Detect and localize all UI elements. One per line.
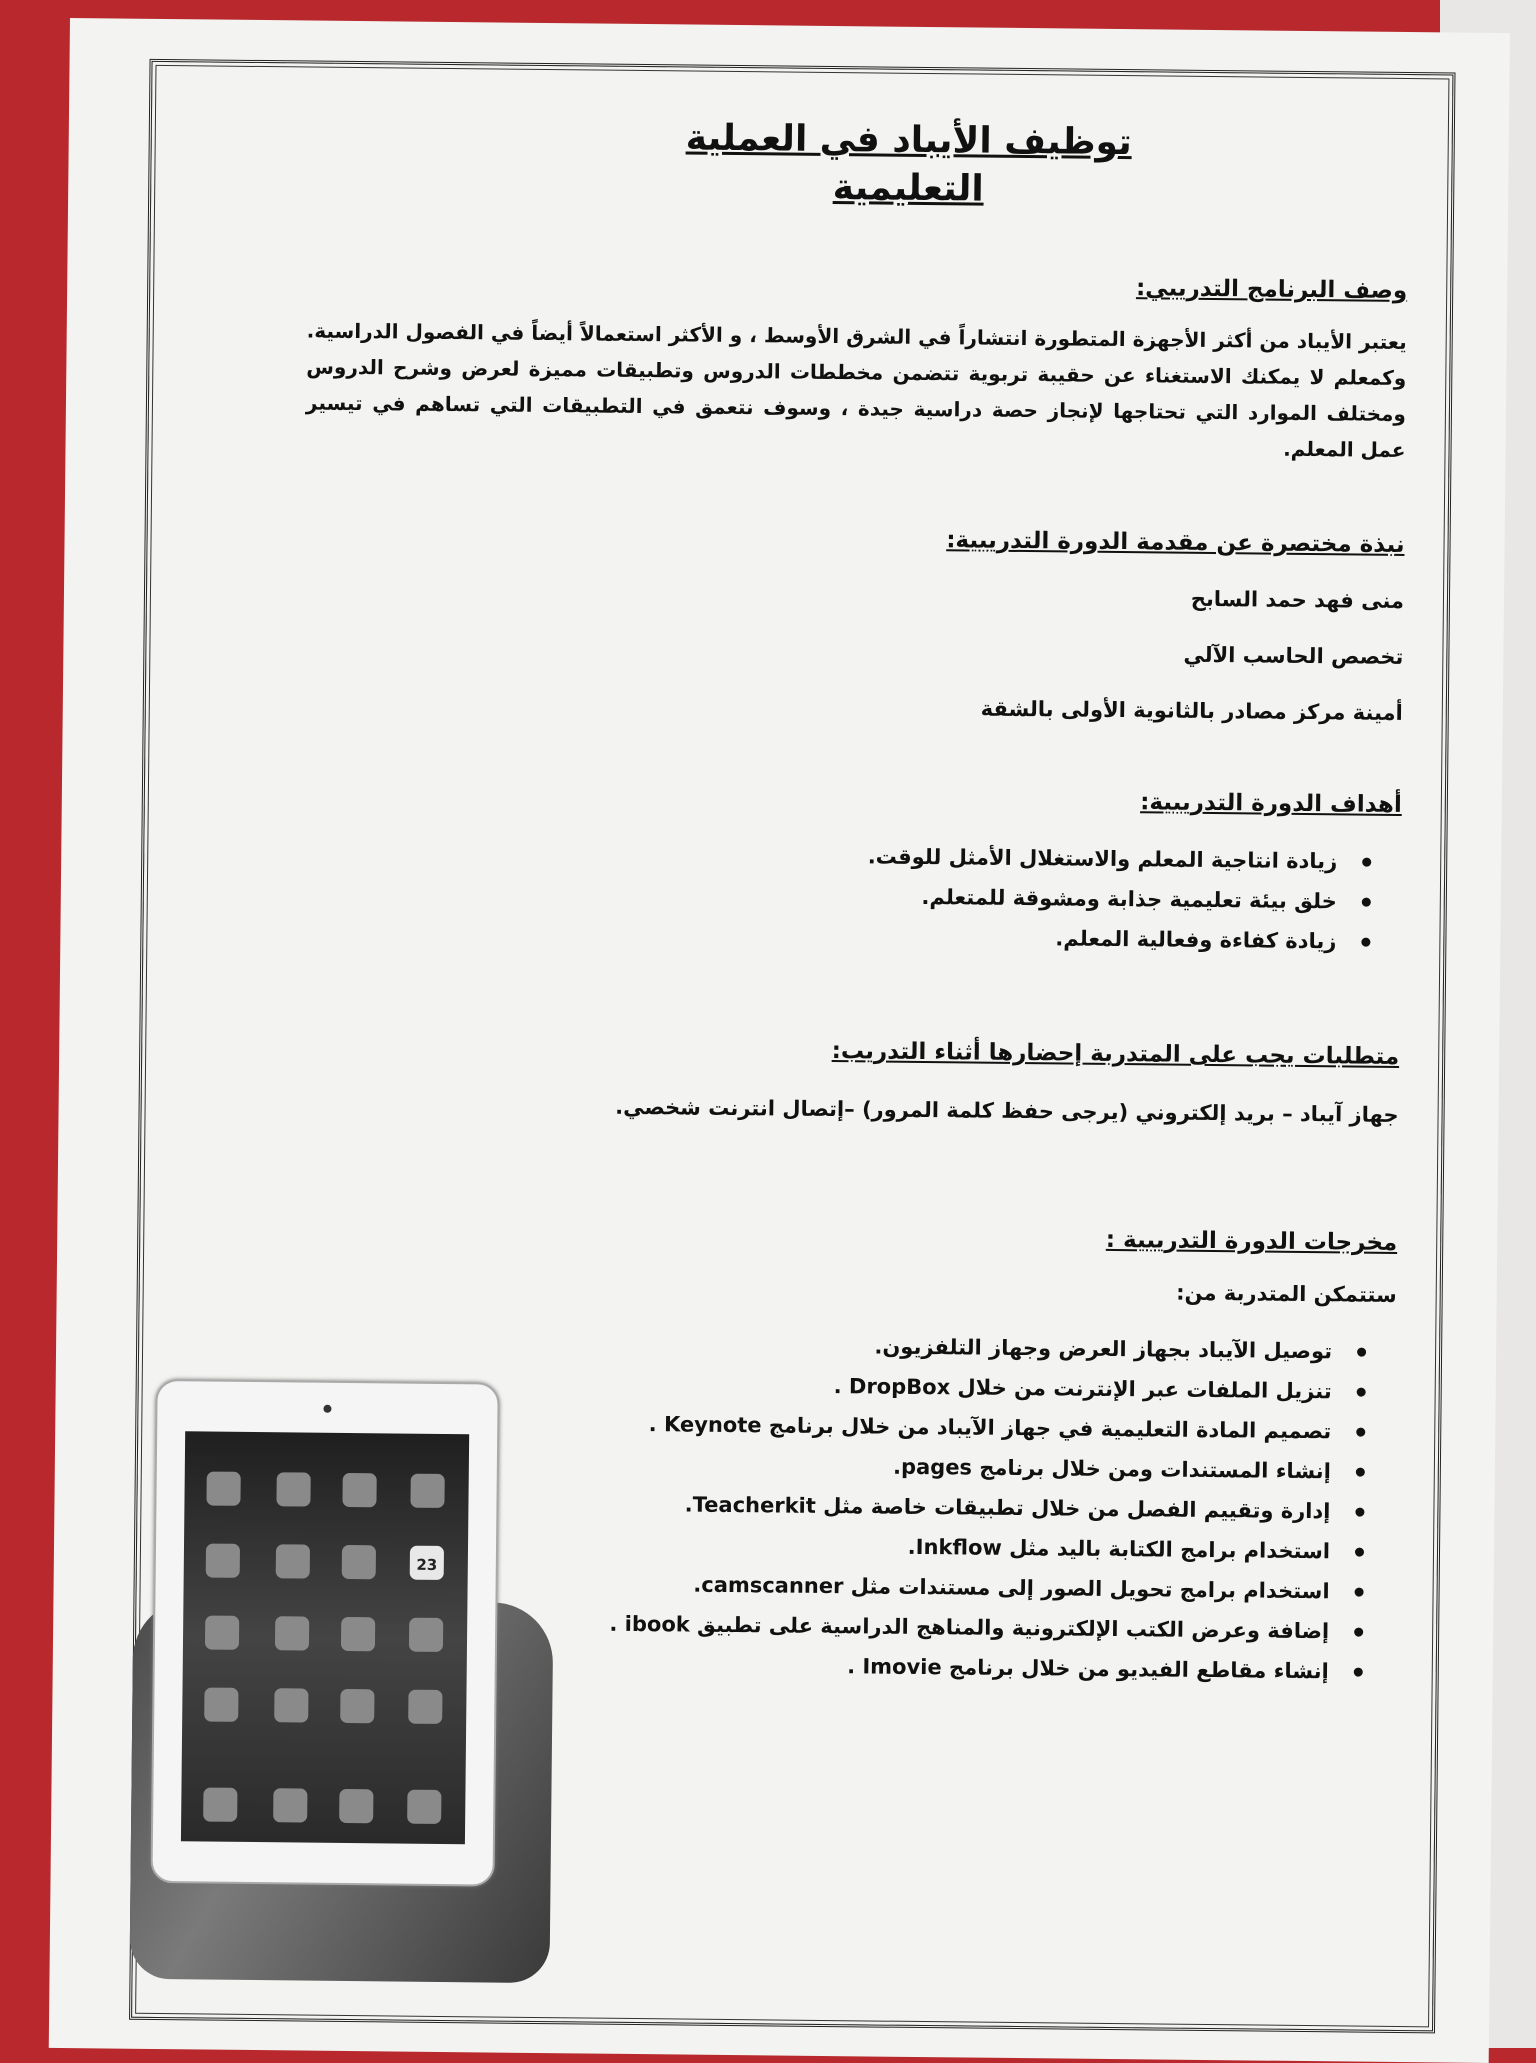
bullet-icon bbox=[1354, 1628, 1363, 1637]
calendar-icon: 23 bbox=[410, 1546, 444, 1580]
presenter-role: أمينة مركز مصادر بالثانوية الأولى بالشقة bbox=[980, 696, 1403, 725]
app-icon bbox=[341, 1617, 375, 1651]
program-description-heading: وصف البرنامج التدريبي: bbox=[1135, 275, 1408, 305]
goals-list bbox=[170, 829, 1411, 962]
list-item: زيادة انتاجية المعلم والاستغلال الأمثل للوقت. bbox=[171, 829, 1371, 882]
bullet-icon bbox=[1355, 1508, 1364, 1517]
app-icon bbox=[409, 1618, 443, 1652]
bullet-icon bbox=[1357, 1388, 1366, 1397]
app-icon bbox=[342, 1545, 376, 1579]
app-icon bbox=[276, 1472, 310, 1506]
requirements-text: جهاز آيباد – بريد إلكتروني (يرجى حفظ كلمة المرور) –إتصال انترنت شخصي. bbox=[615, 1094, 1399, 1127]
bullet-icon bbox=[1357, 1348, 1366, 1357]
list-item: خلق بيئة تعليمية جذابة ومشوقة للمتعلم. bbox=[171, 869, 1371, 922]
bullet-icon bbox=[1355, 1548, 1364, 1557]
bullet-icon bbox=[1362, 858, 1371, 867]
app-icon bbox=[340, 1689, 374, 1723]
app-icon bbox=[206, 1544, 240, 1578]
bullet-icon bbox=[1355, 1588, 1364, 1597]
list-item: تنزيل الملفات عبر الإنترنت من خلال DropBox . bbox=[166, 1359, 1366, 1412]
app-icon bbox=[408, 1690, 442, 1724]
ipad-screen bbox=[181, 1431, 469, 1844]
list-item: إدارة وتقييم الفصل من خلال تطبيقات خاصة مثل Teacherkit. bbox=[164, 1479, 1364, 1532]
app-icon bbox=[205, 1616, 239, 1650]
ipad-icon bbox=[150, 1379, 499, 1887]
app-icon bbox=[410, 1474, 444, 1508]
outputs-heading: مخرجات الدورة التدريبية : bbox=[1105, 1226, 1398, 1256]
bullet-icon bbox=[1361, 938, 1370, 947]
app-icon bbox=[274, 1688, 308, 1722]
outputs-intro: ستتمكن المتدربة من: bbox=[1176, 1280, 1397, 1307]
bullet-icon bbox=[1356, 1468, 1365, 1477]
list-item: إنشاء المستندات ومن خلال برنامج pages. bbox=[165, 1439, 1365, 1492]
app-icon bbox=[206, 1472, 240, 1506]
bullet-icon bbox=[1362, 898, 1371, 907]
goals-heading: أهداف الدورة التدريبية: bbox=[1140, 789, 1402, 818]
list-item: توصيل الآيباد بجهاز العرض وجهاز التلفزيون. bbox=[166, 1319, 1366, 1372]
requirements-heading: متطلبات يجب على المتدربة إحضارها أثناء التدريب: bbox=[831, 1038, 1400, 1070]
bullet-icon bbox=[1354, 1668, 1363, 1677]
dock-app-icon bbox=[203, 1787, 237, 1821]
dock-app-icon bbox=[273, 1788, 307, 1822]
presenter-specialty: تخصص الحاسب الآلي bbox=[1183, 642, 1404, 669]
document-title: توظيف الأيباد في العملية التعليمية bbox=[685, 117, 1132, 210]
list-item: زيادة كفاءة وفعالية المعلم. bbox=[170, 909, 1370, 962]
app-icon bbox=[342, 1473, 376, 1507]
camera-icon bbox=[323, 1405, 331, 1413]
program-description-text: يعتبر الأيباد من أكثر الأجهزة المتطورة انتشاراً في الشرق الأوسط ، و الأكثر استعمالاً أيضاً في الفصول الدراسية. وكمعلم لا يمكنك الاستغناء عن حقيبة تربوية تتضمن مخططات الدروس وتطبيقات مميزة لعرض وشرح الدروس ومختلف الموارد التي تحتاجها لإنجاز حصة دراسية جيدة ، وسوف نتعمق في التطبيقات التي تساهم في تيسير عمل المعلم. bbox=[305, 318, 1407, 463]
presenter-heading: نبذة مختصرة عن مقدمة الدورة التدريبية: bbox=[946, 527, 1405, 559]
clock-icon bbox=[276, 1544, 310, 1578]
ipad-in-hand-icon bbox=[89, 1358, 545, 1983]
list-item: إضافة وعرض الكتب الإلكترونية والمناهج الدراسية على تطبيق ibook . bbox=[163, 1599, 1363, 1652]
presenter-name: منى فهد حمد السابح bbox=[1190, 586, 1405, 614]
document-page bbox=[49, 18, 1510, 2063]
bullet-icon bbox=[1356, 1428, 1365, 1437]
list-item: استخدام برامج الكتابة باليد مثل Inkflow. bbox=[164, 1519, 1364, 1572]
dock-app-icon bbox=[339, 1789, 373, 1823]
app-icon bbox=[275, 1616, 309, 1650]
list-item: تصميم المادة التعليمية في جهاز الآيباد من خلال برنامج Keynote . bbox=[165, 1399, 1365, 1452]
list-item: استخدام برامج تحويل الصور إلى مستندات مثل camscanner. bbox=[163, 1559, 1363, 1612]
list-item: إنشاء مقاطع الفيديو من خلال برنامج Imovie . bbox=[163, 1639, 1363, 1692]
app-icon bbox=[204, 1688, 238, 1722]
dock-app-icon bbox=[407, 1790, 441, 1824]
